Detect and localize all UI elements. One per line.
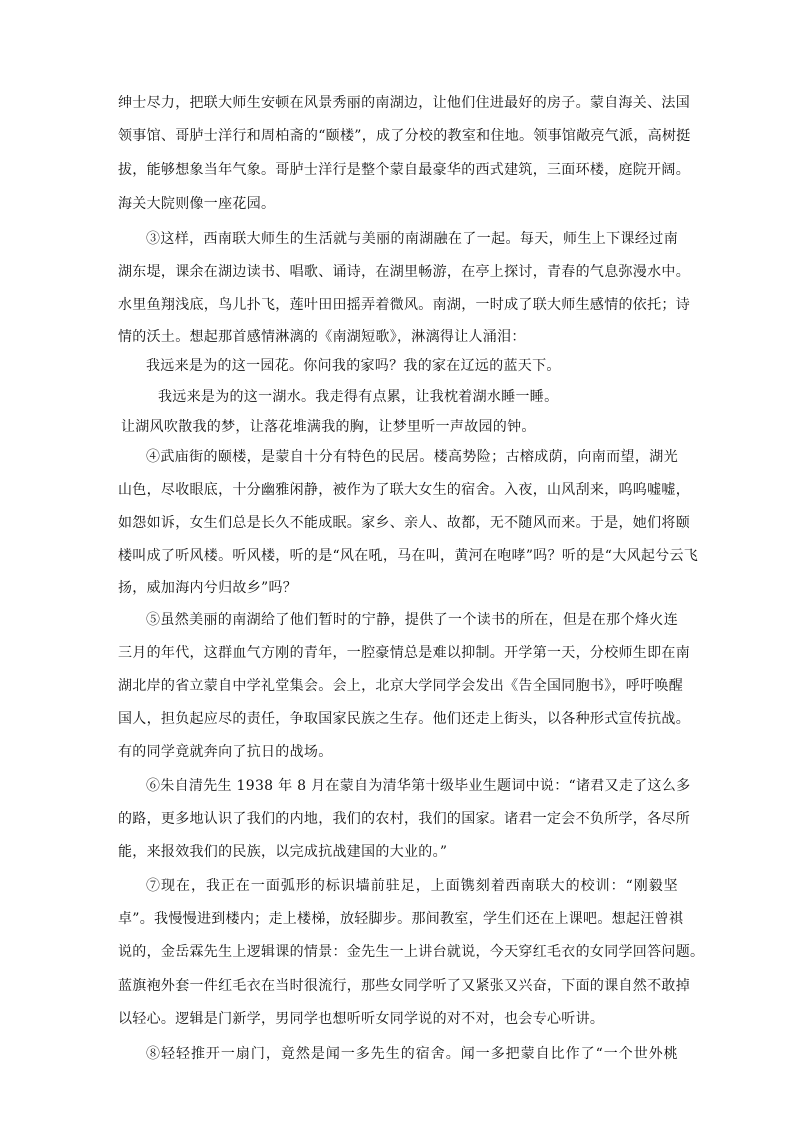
text-line: 绅士尽力，把联大师生安顿在风景秀丽的南湖边，让他们住进最好的房子。蒙自海关、法国	[118, 95, 690, 111]
paragraph-first-line: ⑤虽然美丽的南湖给了他们暂时的宁静，提供了一个读书的所在，但是在那个烽火连	[146, 612, 678, 628]
text-line: 蓝旗袍外套一件红毛衣在当时很流行，那些女同学听了又紧张又兴奋，下面的课自然不敢掉	[118, 978, 690, 994]
paragraph-first-line: ⑦现在，我正在一面弧形的标识墙前驻足，上面镌刻着西南联大的校训：“刚毅坚	[146, 878, 678, 894]
text-line: 海关大院则像一座花园。	[118, 196, 276, 212]
text-line: 以轻心。逻辑是门新学，男同学也想听听女同学说的对不对，也会专心听讲。	[118, 1011, 605, 1027]
text-line: 拔，能够想象当年气象。哥胪士洋行是整个蒙自最豪华的西式建筑，三面环楼，庭院开阔。	[118, 162, 690, 178]
poem-line: 我远来是为的这一园花。你问我的家吗？我的家在辽远的蓝天下。	[146, 358, 561, 374]
text-line: 楼叫成了听风楼。听风楼，听的是“风在吼，马在叫，黄河在咆哮”吗？听的是“大风起兮云飞	[118, 548, 699, 564]
text-line: 领事馆、哥胪士洋行和周柏斋的“颐楼”，成了分校的教室和住地。领事馆敞亮气派，高树挺	[118, 128, 691, 144]
paragraph-first-line: ⑥朱自清先生 1938 年 8 月在蒙自为清华第十级毕业生题词中说：“诸君又走了这么多	[146, 778, 691, 794]
text-line: 情的沃土。想起那首感情淋漓的《南湖短歌》，淋漓得让人涌泪：	[118, 329, 526, 345]
poem-line: 我远来是为的这一湖水。我走得有点累，让我枕着湖水睡一睡。	[158, 389, 559, 405]
paragraph-first-line: ③这样，西南联大师生的生活就与美丽的南湖融在了一起。每天，师生上下课经过南	[146, 231, 678, 247]
text-line: 山色，尽收眼底，十分幽雅闲静，被作为了联大女生的宿舍。入夜，山风刮来，呜呜嘘嘘，	[118, 482, 690, 498]
text-line: 有的同学竟就奔向了抗日的战场。	[118, 744, 333, 760]
text-line: 卓”。我慢慢进到楼内；走上楼梯，放轻脚步。那间教室，学生们还在上课吧。想起汪曾祺	[118, 911, 684, 927]
text-line: 三月的年代，这群血气方刚的青年，一腔豪情总是难以抑制。开学第一天，分校师生即在南	[118, 645, 690, 661]
text-line: 扬，威加海内兮归故乡”吗？	[118, 580, 298, 596]
text-line: 能，来报效我们的民族，以完成抗战建国的大业的。”	[118, 844, 448, 860]
poem-line: 让湖风吹散我的梦，让落花堆满我的胸，让梦里听一声故园的钟。	[121, 419, 536, 435]
text-line: 湖东堤，课余在湖边读书、唱歌、诵诗，在湖里畅游，在亭上探讨，青春的气息弥漫水中。	[118, 264, 690, 280]
text-line: 的路，更多地认识了我们的内地，我们的农村，我们的国家。诸君一定会不负所学，各尽所	[118, 811, 690, 827]
text-line: 如怨如诉，女生们总是长久不能成眠。家乡、亲人、故都，无不随风而来。于是，她们将颐	[118, 515, 690, 531]
text-line: 湖北岸的省立蒙自中学礼堂集会。会上，北京大学同学会发出《告全国同胞书》，呼吁唤醒	[118, 678, 683, 694]
paragraph-first-line: ④武庙街的颐楼，是蒙自十分有特色的民居。楼高势险；古榕成荫，向南而望，湖光	[146, 449, 678, 465]
text-line: 国人，担负起应尽的责任，争取国家民族之生存。他们还走上街头，以各种形式宣传抗战。	[118, 711, 690, 727]
text-line: 说的，金岳霖先生上逻辑课的情景：金先生一上讲台就说，今天穿红毛衣的女同学回答问题。	[118, 944, 705, 960]
paragraph-first-line: ⑧轻轻推开一扇门，竟然是闻一多先生的宿舍。闻一多把蒙自比作了“一个世外桃	[146, 1046, 678, 1062]
text-line: 水里鱼翔浅底，鸟儿扑飞，莲叶田田摇弄着微风。南湖，一时成了联大师生感情的依托；诗	[118, 297, 690, 313]
